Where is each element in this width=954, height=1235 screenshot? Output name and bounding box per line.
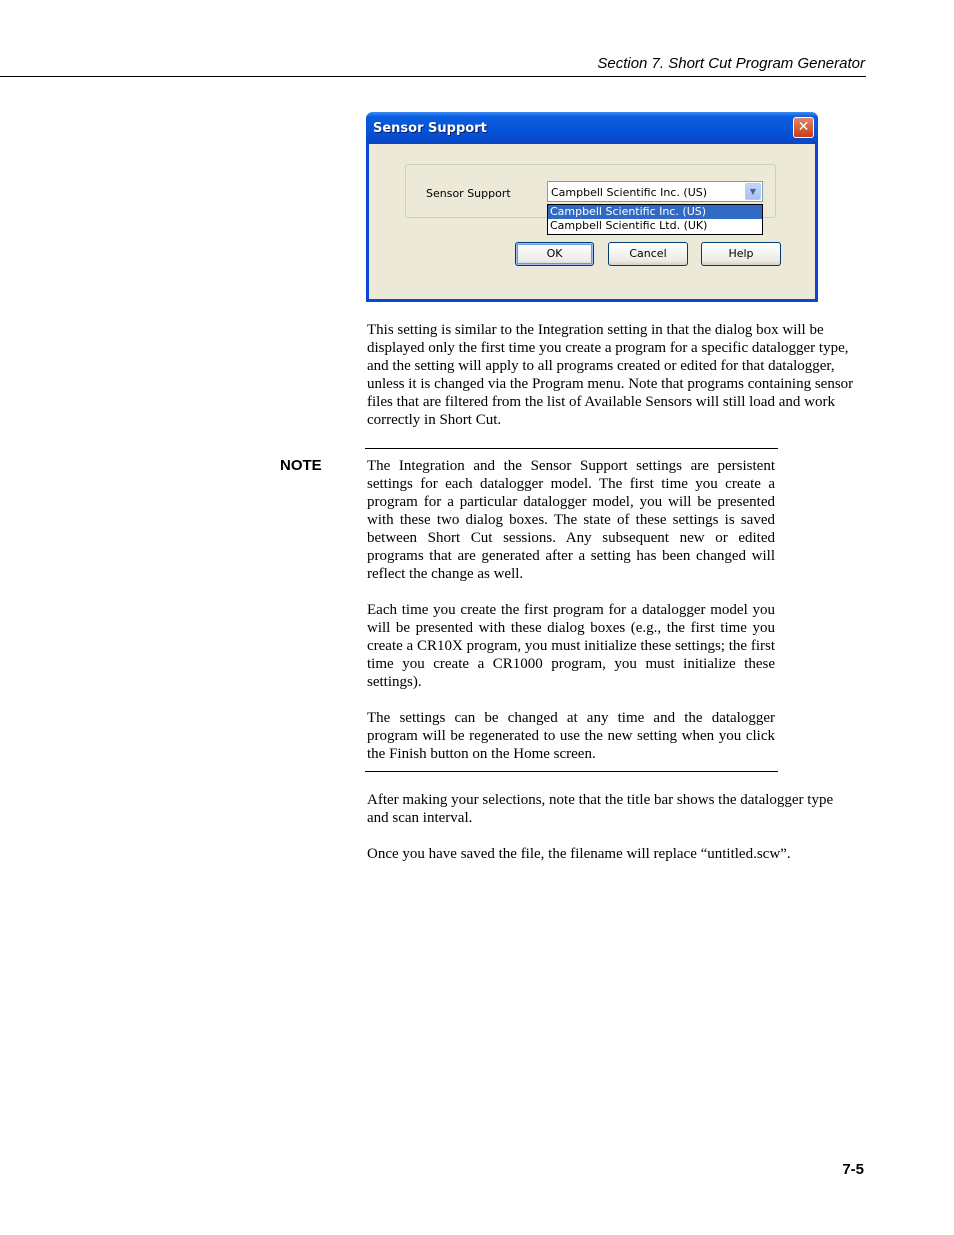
cancel-button[interactable]: Cancel — [608, 242, 688, 266]
sensor-support-combobox[interactable] — [547, 181, 763, 202]
combo-selected-value: Campbell Scientific Inc. (US) — [551, 186, 708, 199]
note-top-rule — [365, 448, 778, 449]
dialog-titlebar[interactable] — [366, 112, 818, 144]
body-paragraph-2: After making your selections, note that the title bar shows the datalogger type and scan interval. — [367, 792, 834, 826]
dropdown-option-uk[interactable]: Campbell Scientific Ltd. (UK) — [550, 219, 708, 232]
note-paragraph-2: Each time you create the first program for a datalogger model you will be presented with these dialog boxes (e.g., the first time you create a CR10X program, you must initialize these settings; the first time you create a CR1000 program, you must initialize these settings). — [367, 602, 775, 690]
sensor-support-label: Sensor Support — [426, 187, 511, 200]
section-title: Section 7. Short Cut Program Generator — [597, 55, 865, 72]
header-rule — [0, 76, 866, 77]
close-icon[interactable]: ✕ — [793, 117, 814, 138]
chevron-down-icon[interactable]: ▼ — [745, 183, 761, 200]
note-paragraph-1: The Integration and the Sensor Support settings are persistent settings for each datalogger model. The first time you create a program for a particular datalogger model, you will be presented with these two dialog boxes. The state of these settings is saved between Short Cut sessions. Any subsequent new or edited programs that are generated after a setting has been changed will reflect the change as well. — [367, 458, 775, 582]
dialog-title: Sensor Support — [373, 121, 487, 136]
ok-button[interactable]: OK — [515, 242, 594, 266]
note-label: NOTE — [280, 457, 322, 474]
page-number: 7-5 — [842, 1161, 864, 1178]
note-paragraph-3: The settings can be changed at any time and the datalogger program will be regenerated to use the new setting when you click the Finish button on the Home screen. — [367, 710, 775, 762]
note-bottom-rule — [365, 771, 778, 772]
sensor-support-dropdown-list — [547, 204, 763, 235]
body-paragraph-3: Once you have saved the file, the filename will replace “untitled.scw”. — [367, 846, 791, 862]
help-button[interactable]: Help — [701, 242, 781, 266]
sensor-support-dialog — [366, 112, 818, 302]
dropdown-option-us[interactable]: Campbell Scientific Inc. (US) — [548, 205, 762, 219]
body-paragraph-1: This setting is similar to the Integration setting in that the dialog box will be displayed only the first time you create a program for a specific datalogger type, and the setting will apply to all programs created or edited for that datalogger, unless it is changed via the Program menu. Note that programs containing sensor files that are filtered from the list of Available Sensors will still load and work correctly in Short Cut. — [367, 322, 854, 428]
